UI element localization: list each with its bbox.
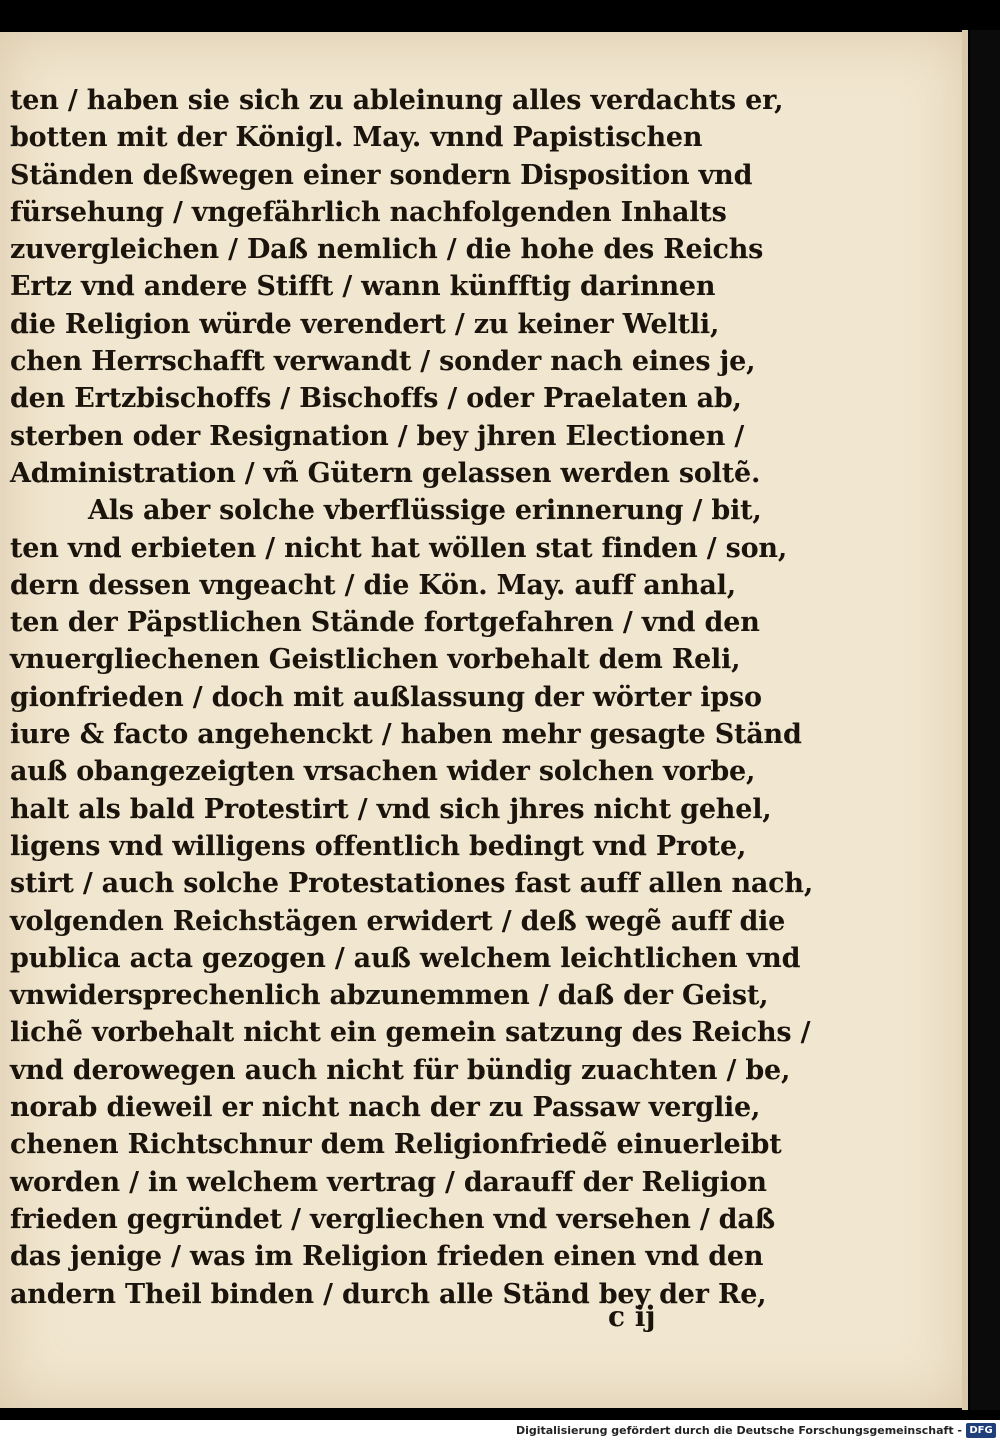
footer-bar [0,1420,1000,1442]
text-line: sterben oder Resignation / bey jhren Electionen / [10,420,745,452]
text-line: halt als bald Protestirt / vnd sich jhres nicht gehel, [10,793,772,825]
text-line: vnuergliechenen Geistlichen vorbehalt dem Reli, [10,644,741,676]
text-line: Administration / vñ Gütern gelassen werden soltẽ. [10,457,761,489]
text-line: volgenden Reichstägen erwidert / deß wegẽ auff die [10,905,786,937]
text-line: andern Theil binden / durch alle Ständ bey der Re, [10,1278,767,1310]
text-line: gionfrieden / doch mit außlassung der wörter ipso [10,681,762,713]
text-line: ten vnd erbieten / nicht hat wöllen stat finden / son, [10,532,788,564]
page-edge [962,30,968,1410]
text-line: ten / haben sie sich zu ableinung alles verdachts er, [10,85,784,116]
text-line: worden / in welchem vertrag / darauff der Religion [10,1166,767,1198]
text-line: publica acta gezogen / auß welchem leichtlichen vnd [10,942,801,974]
text-line: chen Herrschafft verwandt / sonder nach eines je, [10,346,756,378]
text-line: fürsehung / vngefährlich nachfolgenden Inhalts [10,196,727,228]
text-line: zuvergleichen / Daß nemlich / die hohe des Reichs [10,234,764,266]
text-line: chenen Richtschnur dem Religionfriedẽ einuerleibt [10,1129,782,1161]
text-line: Ständen deßwegen einer sondern Disposition vnd [10,159,753,191]
signature-mark: c ij [608,1300,656,1333]
dfg-logo: DFG [966,1423,996,1438]
text-line: frieden gegründet / vergliechen vnd versehen / daß [10,1203,775,1235]
text-line: ligens vnd willigens offentlich bedingt vnd Prote, [10,830,747,862]
scan-border [970,30,1000,1410]
text-line: lichẽ vorbehalt nicht ein gemein satzung des Reichs / [10,1017,811,1049]
text-line: vnd derowegen auch nicht für bündig zuachten / be, [10,1054,791,1086]
text-line: botten mit der Königl. May. vnnd Papistischen [10,122,703,154]
page-text [10,82,814,1313]
text-line: das jenige / was im Religion frieden einen vnd den [10,1241,764,1273]
text-line: auß obangezeigten vrsachen wider solchen vorbe, [10,756,756,788]
text-line: den Ertzbischoffs / Bischoffs / oder Praelaten ab, [10,383,742,415]
text-line: iure & facto angehenckt / haben mehr gesagte Ständ [10,719,802,751]
text-line: die Religion würde verendert / zu keiner Weltli, [10,308,720,340]
text-line: ten der Päpstlichen Stände fortgefahren / vnd den [10,607,760,639]
text-line: Ertz vnd andere Stifft / wann künfftig darinnen [10,271,716,303]
text-line: stirt / auch solche Protestationes fast auff allen nach, [10,868,814,900]
text-line: Als aber solche vberflüssige erinnerung / bit, [88,495,762,527]
funding-notice: Digitalisierung gefördert durch die Deutsche Forschungsgemeinschaft - [515,1424,962,1437]
text-line: dern dessen vngeacht / die Kön. May. auff anhal, [10,569,736,601]
text-line: norab dieweil er nicht nach der zu Passaw verglie, [10,1092,761,1124]
text-line: vnwidersprechenlich abzunemmen / daß der Geist, [10,980,769,1012]
